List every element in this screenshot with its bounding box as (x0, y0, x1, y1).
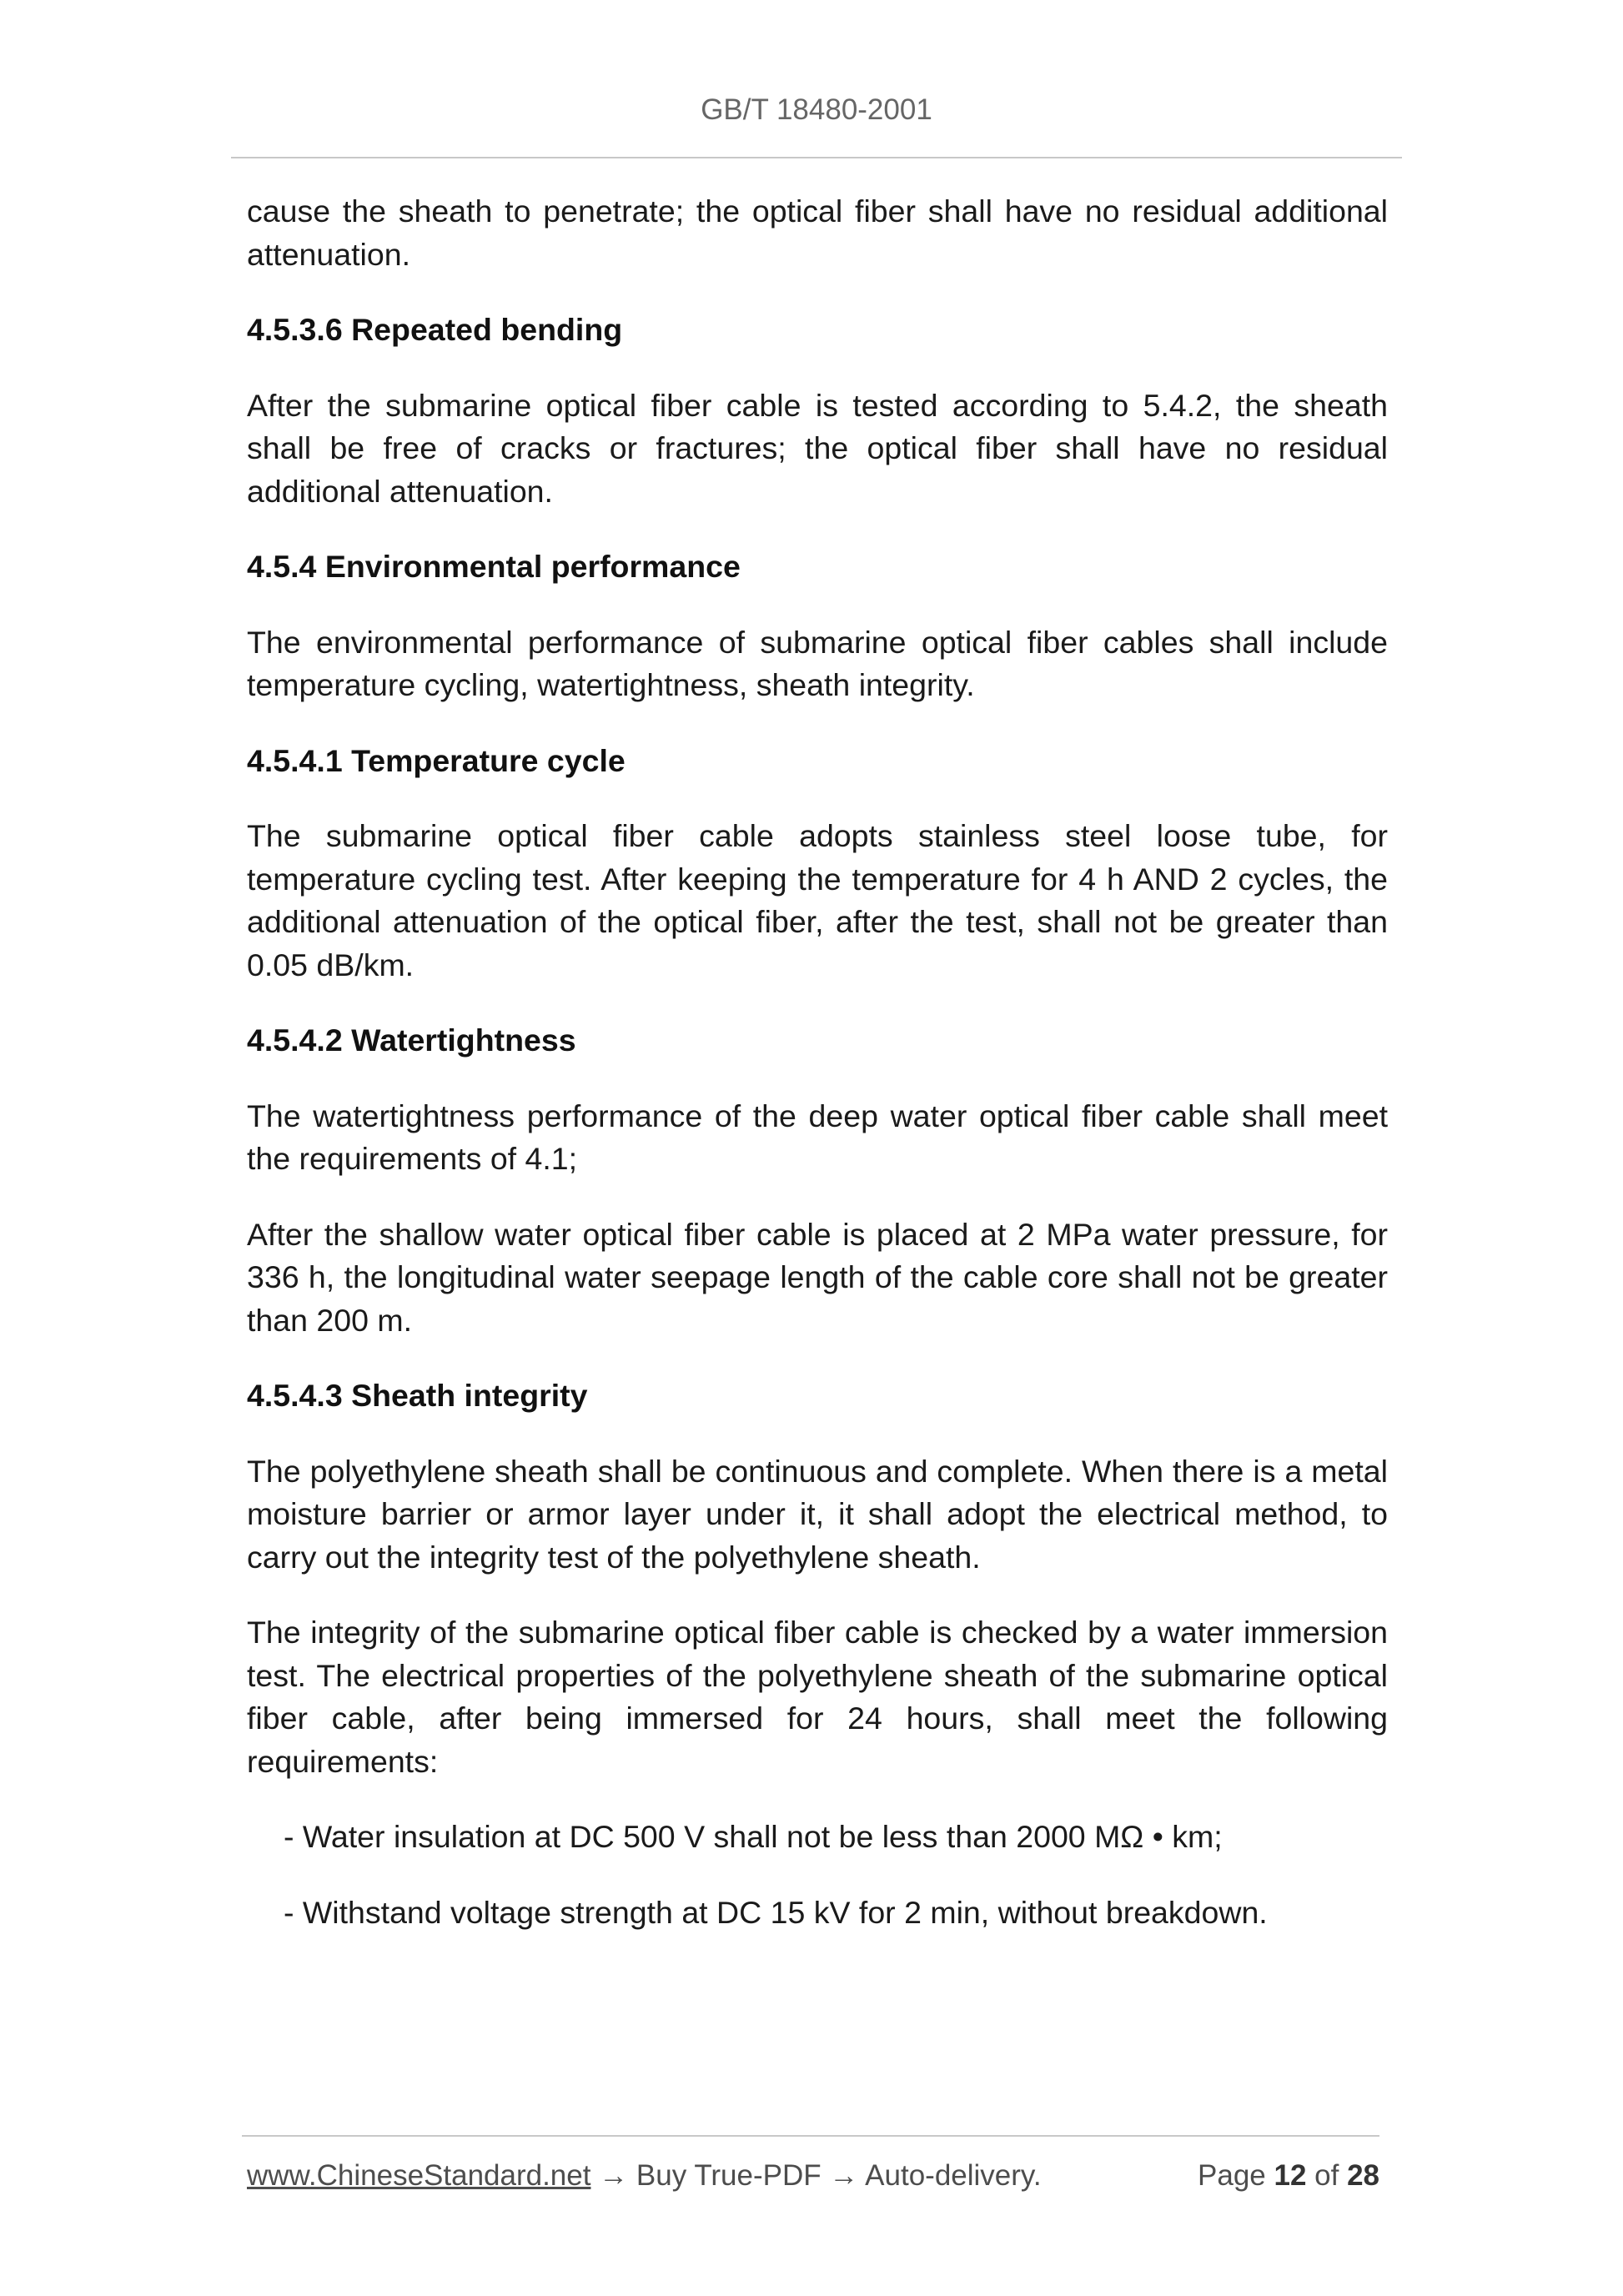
paragraph-temperature-cycle: The submarine optical fiber cable adopts stainless steel loose tube, for temperature cycling test. After keeping the temperature for 4 h AND 2 cycles, the additional attenuation of the optical fiber, after the test, shall not be greater than 0.05 dB/km. (247, 818, 1388, 982)
footer-promo-text: → Buy True-PDF → Auto-delivery. (590, 2159, 1042, 2192)
list-item-insulation: - Water insulation at DC 500 V shall not be less than 2000 MΩ • km; (284, 1819, 1223, 1854)
paragraph-watertightness-shallow: After the shallow water optical fiber cable is placed at 2 MPa water pressure, for 336 h, the longitudinal water seepage length of the cable core shall not be greater than 200 m. (247, 1216, 1388, 1338)
section-heading-4-5-3-6: 4.5.3.6 Repeated bending (247, 312, 623, 347)
website-link[interactable]: www.ChineseStandard.net (247, 2159, 591, 2192)
section-heading-4-5-4-2: 4.5.4.2 Watertightness (247, 1022, 576, 1058)
paragraph-sheath-continuity: The polyethylene sheath shall be continuous and complete. When there is a metal moisture barrier or armor layer under it, it shall adopt the electrical method, to carry out the integrity test of the polyethylene sheath. (247, 1453, 1388, 1575)
footer-divider (242, 2135, 1379, 2137)
section-heading-4-5-4-1: 4.5.4.1 Temperature cycle (247, 742, 626, 778)
section-heading-4-5-4-3: 4.5.4.3 Sheath integrity (247, 1378, 588, 1413)
page-body (247, 190, 1388, 1967)
document-id-header: GB/T 18480-2001 (701, 93, 932, 126)
total-pages: 28 (1347, 2159, 1379, 2192)
paragraph-repeated-bending: After the submarine optical fiber cable is tested according to 5.4.2, the sheath shall be free of cracks or fractures; the optical fiber shall have no residual additional attenuation. (247, 387, 1388, 509)
paragraph-integrity-test: The integrity of the submarine optical fiber cable is checked by a water immersion test. The electrical properties of the polyethylene sheath of the submarine optical fiber cable, after being immersed for 24 hours, shall meet the following requirements: (247, 1615, 1388, 1779)
header-divider (231, 157, 1402, 158)
paragraph-continuation: cause the sheath to penetrate; the optical fiber shall have no residual additional attenuation. (247, 193, 1388, 272)
paragraph-environmental: The environmental performance of submarine optical fiber cables shall include temperature cycling, watertightness, sheath integrity. (247, 624, 1388, 702)
page-number (1198, 2158, 1379, 2194)
paragraph-watertightness-deep: The watertightness performance of the deep water optical fiber cable shall meet the requirements of 4.1; (247, 1098, 1388, 1176)
footer-promo (247, 2158, 1042, 2194)
of-label: of (1306, 2159, 1348, 2192)
page-label: Page (1198, 2159, 1274, 2192)
list-item-voltage: - Withstand voltage strength at DC 15 kV for 2 min, without breakdown. (284, 1894, 1268, 1930)
section-heading-4-5-4: 4.5.4 Environmental performance (247, 549, 741, 584)
current-page: 12 (1274, 2159, 1307, 2192)
